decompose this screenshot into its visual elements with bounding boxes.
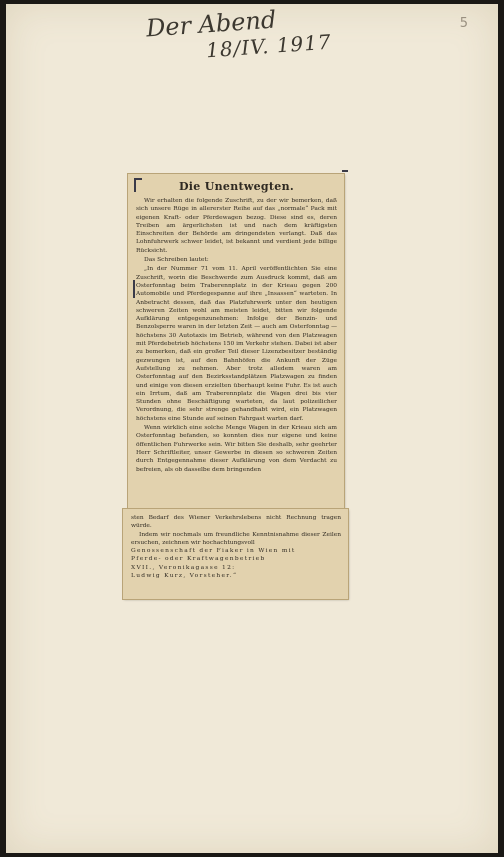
signature-line: Pferde- oder Kraftwagenbetrieb	[131, 556, 266, 563]
ink-corner-mark	[342, 170, 348, 172]
article-title: Die Unentwegten.	[178, 180, 295, 193]
ink-margin-mark	[133, 280, 135, 298]
article-paragraph: „In der Nummer 71 vom 11. April veröffentlichten Sie eine Zuschrift, worin die Beschwerde zum Ausdruck kommt, daß am Osterfonntag beim Traberennplatz in der Krieau gegen 200 Automobile und Pferdegespanne auf ihre „Insassen“ warteten. In Anbetracht dessen, daß das Platzfuhrwerk unter den heutigen schweren Zeiten wohl am meisten leidet, bitten wir folgende Aufklärung entgegenzunehmen: Infolge der Benzin- und Benzolsperre waren in der letzten Zeit — auch am Osterfonntag — höchstens 30 Autotaxis im Betrieb, während von den Platzwagen mit Pferdebetrieb höchstens 150 im Verkehr stehen. Dabei ist aber zu bemerken, daß ein großer Teil dieser Lizenzbesitzer beständig gezwungen ist, auf den Bahnhöfen die Ankunft der Züge Aufstellung zu nehmen. Aber trotz alledem waren am Osterfonntag auf den Bezirksstandplätzen Platzwagen zu finden und einige von diesen erzielten überhaupt keine Fuhr. Es ist auch ein Irrtum, daß am Traberennplatz die Wagen drei bis vier Stunden ohne Beschäftigung warteten, da laut polizeilicher Verordnung, die sehr strenge gehandhabt wird, ein Platzwagen höchstens eine Stunde auf seinen Fahrgast warten darf.	[136, 266, 337, 422]
newspaper-clipping-continuation	[123, 509, 348, 599]
article-paragraph: Das Schreiben lautet:	[144, 257, 209, 264]
handwritten-date: 18/IV. 1917	[205, 29, 333, 63]
article-paragraph: Wir erhalten die folgende Zuschrift, zu der wir bemerken, daß sich unsere Rüge in allererster Reihe auf das „normale“ Pack mit eigenen Kraft- oder Pferdewagen bezog. Diese sind es, deren Treiben am ärgerlichsten ist und nach dem kräftigsten Einschreiten der Behörde am dringendsten verlangt. Daß das Lohnfuhrwerk schwer leidet, ist bekannt und verdient jede billige Rücksicht.	[136, 198, 337, 254]
newspaper-clipping-main	[128, 174, 344, 509]
ink-bracket-mark	[134, 178, 142, 180]
handwritten-title: Der Abend	[145, 5, 278, 43]
signature-line: XVII., Veronikagasse 12:	[131, 564, 236, 571]
page-number: 5	[459, 16, 468, 31]
article-closing: Indem wir nochmals um freundliche Kenntnisnahme dieser Zeilen ersuchen, zeichnen wir hochachtungsvoll	[131, 531, 341, 546]
article-continuation: sten Bedarf des Wiener Verkehrslebens nicht Rechnung tragen würde.	[131, 515, 341, 530]
article-paragraph: Wenn wirklich eine solche Menge Wagen in der Krieau sich am Osterfonntag befanden, so konnten dies nur eigene und keine öffentlichen Fuhrwerke sein. Wir bitten Sie deshalb, sehr geehrter Herr Schriftleiter, unser Gewerbe in diesen so schweren Zeiten durch Entgegennahme dieser Aufklärung von dem Verdacht zu befreien, als ob dasselbe dem bringenden	[136, 425, 337, 473]
article-body	[136, 197, 337, 474]
signature-line: Ludwig Kurz, Vorsteher.“	[131, 573, 238, 580]
signature-line: Genossenschaft der Fiaker in Wien mit	[131, 548, 296, 555]
ink-bracket-mark	[134, 178, 136, 192]
